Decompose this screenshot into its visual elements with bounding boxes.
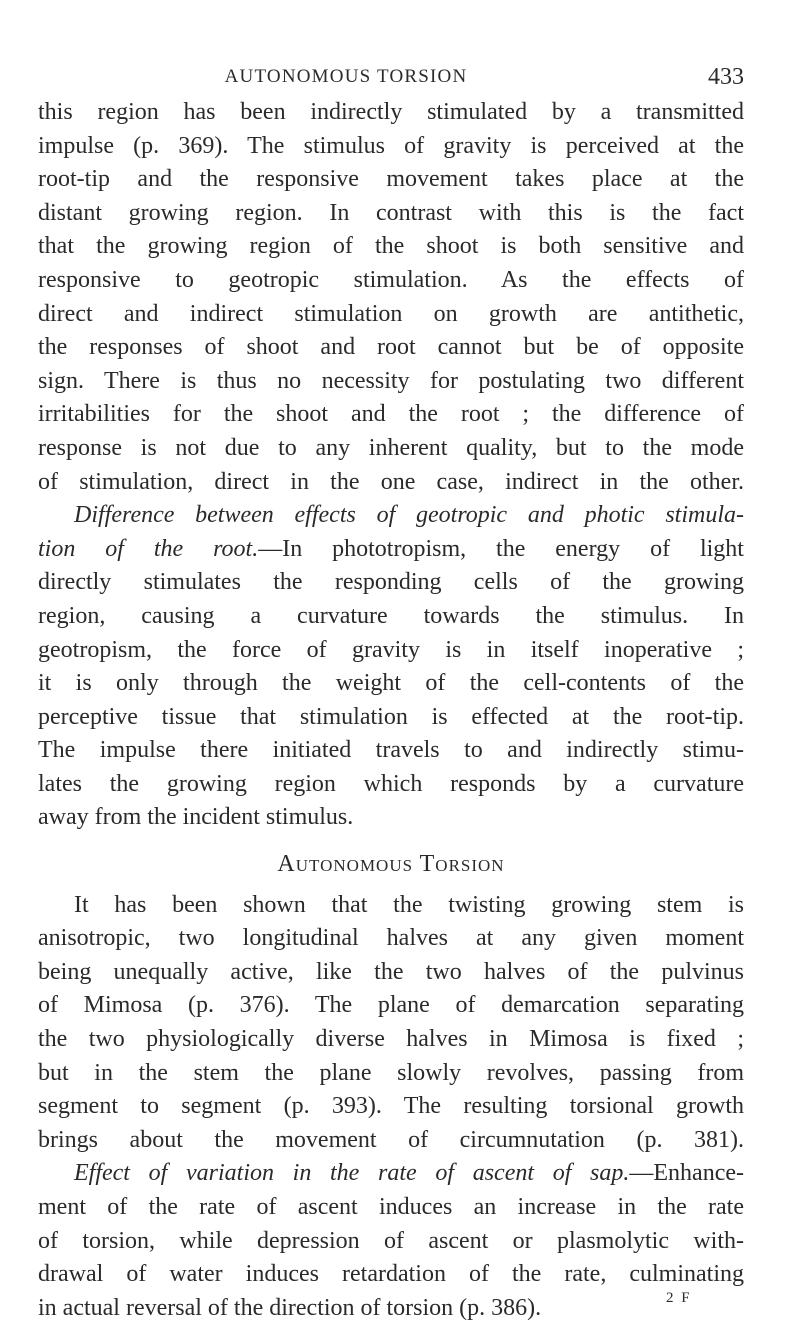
- text-line: response is not due to any inherent quality, but to the mode: [38, 434, 744, 461]
- text-line: anisotropic, two longitudinal halves at any given moment: [38, 925, 744, 952]
- text-line: but in the stem the plane slowly revolves, passing from: [38, 1059, 744, 1086]
- italic-run-heading: Effect of variation in the rate of ascent of sap.: [74, 1160, 630, 1187]
- text-line: ment of the rate of ascent induces an increase in the rate: [38, 1194, 744, 1220]
- text-line: region, causing a curvature towards the stimulus. In: [38, 602, 744, 629]
- text-line: segment to segment (p. 393). The resulting torsional growth: [38, 1093, 744, 1120]
- page-number: 433: [708, 64, 744, 90]
- text-line: sign. There is thus no necessity for postulating two different: [38, 367, 744, 394]
- body-text: [38, 96, 744, 1325]
- paragraph-continuation: [38, 96, 744, 499]
- text-line: root-tip and the responsive movement takes place at the: [38, 166, 744, 193]
- running-head: [38, 66, 744, 96]
- text-line: [38, 1157, 744, 1191]
- text-line: drawal of water induces retardation of the rate, culminating: [38, 1261, 744, 1288]
- text-line: The impulse there initiated travels to and indirectly stimu-: [38, 737, 744, 764]
- text-line: direct and indirect stimulation on growth are antithetic,: [38, 300, 744, 327]
- text-line: perceptive tissue that stimulation is effected at the root-tip.: [38, 703, 744, 730]
- italic-run-heading: tion of the root.: [38, 535, 259, 562]
- text-line: It has been shown that the twisting growing stem is: [74, 891, 744, 918]
- text-line: it is only through the weight of the cell-contents of the: [38, 670, 744, 697]
- text-line: [38, 533, 744, 567]
- paragraph-geotropic-photic: [38, 499, 744, 835]
- text-line: of Mimosa (p. 376). The plane of demarcation separating: [38, 992, 744, 1019]
- text-line: being unequally active, like the two halves of the pulvinus: [38, 958, 744, 985]
- text-line: in actual reversal of the direction of torsion (p. 386).: [38, 1294, 542, 1321]
- text-line: irritabilities for the shoot and the root ; the difference of: [38, 401, 744, 428]
- text-line: geotropism, the force of gravity is in itself inoperative ;: [38, 636, 744, 663]
- running-head-title: AUTONOMOUS TORSION: [224, 66, 468, 87]
- text-line: lates the growing region which responds by a curvature: [38, 770, 744, 797]
- text-run: —Enhance-: [629, 1160, 744, 1187]
- text-line: that the growing region of the shoot is both sensitive and: [38, 233, 744, 260]
- text-line: the two physiologically diverse halves in Mimosa is fixed ;: [38, 1026, 744, 1053]
- paragraph-ascent-of-sap: [38, 1157, 744, 1325]
- text-line: distant growing region. In contrast with this is the fact: [38, 199, 744, 226]
- text-line: brings about the movement of circumnutation (p. 381).: [38, 1126, 744, 1153]
- italic-run-heading: Difference between effects of geotropic and photic stimula-: [74, 502, 744, 529]
- text-line: [38, 499, 744, 533]
- text-line: responsive to geotropic stimulation. As the effects of: [38, 266, 744, 293]
- text-run: —In phototropism, the energy of light: [258, 535, 744, 562]
- text-line: this region has been indirectly stimulated by a transmitted: [38, 99, 744, 125]
- book-page: [38, 66, 744, 1325]
- text-line: the responses of shoot and root cannot but be of opposite: [38, 334, 744, 361]
- signature-mark: 2 F: [666, 1290, 692, 1306]
- text-line: of stimulation, direct in the one case, indirect in the other.: [38, 468, 744, 495]
- section-heading: Autonomous Torsion: [277, 851, 505, 878]
- paragraph-torsion: [38, 889, 744, 1158]
- text-line: of torsion, while depression of ascent or plasmolytic with-: [38, 1227, 744, 1254]
- text-line: directly stimulates the responding cells of the growing: [38, 569, 744, 596]
- text-line: impulse (p. 369). The stimulus of gravity is perceived at the: [38, 132, 744, 159]
- text-line: away from the incident stimulus.: [38, 804, 354, 831]
